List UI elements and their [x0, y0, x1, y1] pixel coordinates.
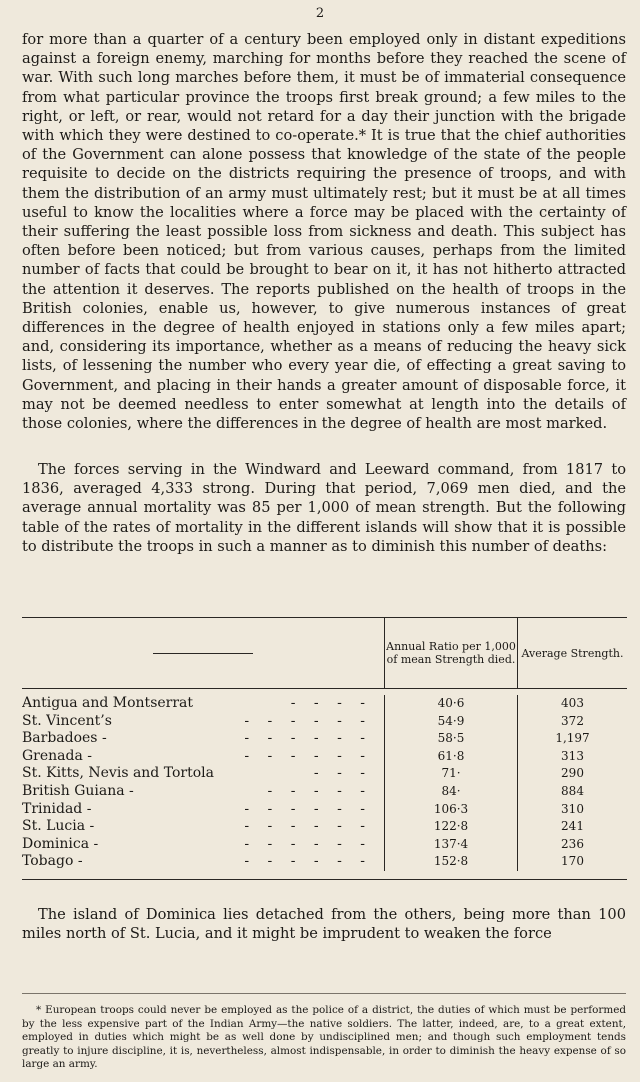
strength-cell: 1,197	[517, 730, 627, 748]
station-cell	[22, 853, 384, 871]
dot-leader: - - - - - -	[244, 712, 372, 729]
body-paragraph-3: The island of Dominica lies detached from the others, being more than 100 miles north of St. Lucia, and it might be imprudent to weaken the force	[22, 906, 626, 943]
station-cell	[22, 783, 384, 801]
dot-leader: - - - - - -	[244, 800, 372, 817]
strength-cell: 290	[517, 765, 627, 783]
ratio-cell: 54·9	[384, 713, 517, 731]
ratio-cell: 106·3	[384, 801, 517, 819]
footnote-rule	[22, 993, 626, 994]
dot-leader: - - - - - -	[244, 835, 372, 852]
dot-leader: - - - - - -	[244, 747, 372, 764]
dot-leader: - - - - - -	[244, 853, 372, 870]
station-name: St. Lucia -	[22, 818, 95, 835]
table-row	[22, 853, 627, 871]
table-body	[22, 689, 627, 879]
strength-cell: 241	[517, 818, 627, 836]
station-cell	[22, 695, 384, 713]
footnote-text: European troops could never be employed as the police of a district, the duties of which must be performed by the less expensive part of the Indian Army—the native soldiers. The latter, indeed, are, to a great extent, employed in duties which might be as well done by undisciplined men; and though such employment tends greatly to injure discipline, it is, nevertheless, almost indispensable, in order to diminish the heavy expense of so large an army.	[22, 1004, 626, 1070]
table-row	[22, 730, 627, 748]
dot-leader: - - - - -	[267, 782, 372, 799]
station-name: Dominica -	[22, 835, 99, 852]
table-row	[22, 801, 627, 819]
ratio-cell: 122·8	[384, 818, 517, 836]
dot-leader: - - - -	[290, 695, 372, 711]
body-paragraph-2: The forces serving in the Windward and Leeward command, from 1817 to 1836, averaged 4,333 strong. During that period, 7,069 men died, and the average annual mortality was 85 per 1,000 of mean strength. But the following table of the rates of mortality in the different islands will show that it is possible to distribute the troops in such a manner as to diminish this number of deaths:	[22, 461, 626, 555]
ratio-cell: 71·	[384, 765, 517, 783]
strength-cell: 884	[517, 783, 627, 801]
table-row	[22, 748, 627, 766]
station-name: Antigua and Montserrat	[22, 695, 194, 711]
strength-cell: 403	[517, 695, 627, 713]
station-name: Tobago -	[22, 853, 83, 870]
station-cell	[22, 713, 384, 731]
ratio-cell: 58·5	[384, 730, 517, 748]
table-row	[22, 818, 627, 836]
table-row	[22, 695, 627, 713]
station-cell	[22, 765, 384, 783]
station-column-header	[22, 618, 384, 688]
table-header	[22, 618, 627, 689]
ratio-cell: 61·8	[384, 748, 517, 766]
dot-leader: - - - - - -	[244, 730, 372, 747]
station-cell	[22, 818, 384, 836]
station-cell	[22, 730, 384, 748]
ratio-cell: 84·	[384, 783, 517, 801]
footnote-mark: *	[36, 1004, 42, 1016]
body-paragraph-1: for more than a quarter of a century been employed only in distant expeditions against a foreign enemy, marching for months before they reached the scene of war. With such long marches before them, it must be of immaterial consequence from what particular province the troops first break ground; a few miles to the right, or left, or rear, would not retard for a day their junction with the brigade with which they were destined to co-operate.* It is true that the chief authorities of the Government can alone possess that knowledge of the state of the people requisite to decide on the districts requiring the presence of troops, and with them the distribution of an army must ultimately rest; but it must be at all times useful to know the localities where a force may be placed with the certainty of their suffering the least possible loss from sickness and death. This subject has often before been noticed; but from various causes, perhaps from the limited number of facts that could be brought to bear on it, it has not hitherto attracted the attention it deserves. The reports published on the health of troops in the British colonies, enable us, however, to give numerous instances of great differences in the degree of health enjoyed in stations only a few miles apart; and, considering its importance, whether as a means of reducing the heavy sick lists, of lessening the number who every year die, of effecting a great saving to Government, and placing in their hands a greater amount of disposable force, it may not be deemed needless to enter somewhat at length into the details of those colonies, where the differences in the degree of health are most marked.	[22, 31, 626, 433]
station-name: Barbadoes -	[22, 730, 107, 747]
strength-cell: 372	[517, 713, 627, 731]
header-rule	[153, 653, 253, 654]
station-name: Grenada -	[22, 747, 93, 764]
mortality-table	[22, 617, 627, 880]
dot-leader: - - -	[313, 765, 372, 782]
station-cell	[22, 836, 384, 854]
ratio-cell: 137·4	[384, 836, 517, 854]
station-name: St. Kitts, Nevis and Tortola	[22, 765, 214, 782]
table-row	[22, 765, 627, 783]
table-row	[22, 783, 627, 801]
station-cell	[22, 748, 384, 766]
strength-cell: 313	[517, 748, 627, 766]
ratio-cell: 152·8	[384, 853, 517, 871]
page-number: 2	[315, 6, 325, 21]
ratio-cell: 40·6	[384, 695, 517, 713]
strength-cell: 170	[517, 853, 627, 871]
table-row	[22, 713, 627, 731]
average-strength-header: Average Strength.	[517, 618, 627, 688]
station-name: St. Vincent’s	[22, 712, 112, 729]
table-row	[22, 836, 627, 854]
station-name: British Guiana -	[22, 782, 134, 799]
station-cell	[22, 801, 384, 819]
dot-leader: - - - - - -	[244, 818, 372, 835]
annual-ratio-header: Annual Ratio per 1,000 of mean Strength died.	[384, 618, 517, 688]
station-name: Trinidad -	[22, 800, 92, 817]
footnote	[22, 1004, 626, 1072]
strength-cell: 310	[517, 801, 627, 819]
strength-cell: 236	[517, 836, 627, 854]
